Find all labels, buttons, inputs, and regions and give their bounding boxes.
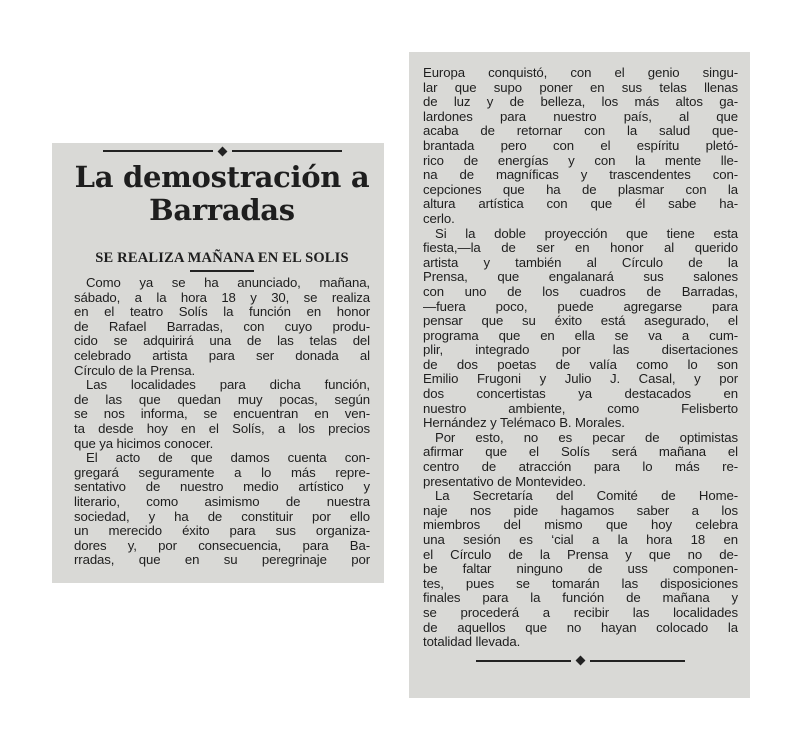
text-line: dores y, por consecuencia, para Ba- <box>74 537 370 553</box>
article-clipping-left <box>52 143 384 583</box>
text-line: de aquellos que no hayan colocado la <box>423 619 738 635</box>
text-line: miembros del mismo que hoy celebra <box>423 517 738 533</box>
ornament-diamond-icon <box>217 146 227 156</box>
text-line: lar que supo poner en sus telas llenas <box>423 79 738 95</box>
text-line: cepciones que ha de plasmar con la <box>423 181 738 197</box>
text-line: rradas, que en su peregrinaje por <box>74 552 370 568</box>
text-line: Europa conquistó, con el genio singu- <box>423 65 738 80</box>
text-line: dos concertistas ya destacados en <box>423 386 738 402</box>
text-line: nuestro ambiente, como Felisberto <box>423 400 738 416</box>
text-line: artista y también al Círculo de la <box>423 254 738 270</box>
text-line: gregará seguramente a lo más repre- <box>74 464 370 480</box>
headline <box>74 161 370 227</box>
text-line: lardones para nuestro país, al que <box>423 108 738 124</box>
text-line: Hernández y Telémaco B. Morales. <box>423 415 625 431</box>
text-line: tes, pues se tomarán las disposiciones <box>423 575 738 591</box>
article-body-right <box>423 66 738 650</box>
text-line: programa que en ella se va a cum- <box>423 327 738 343</box>
text-line: en el teatro Solís la función en honor <box>74 304 370 320</box>
subheadline-rule <box>190 270 254 272</box>
text-line: na de magníficas y trascendentes con- <box>423 167 738 183</box>
text-line: se nos informa, se encuentran en ven- <box>74 406 370 422</box>
text-line: cerlo. <box>423 210 455 226</box>
text-line: fiesta,—la de ser en honor al querido <box>423 240 738 256</box>
text-line: de luz y de belleza, los más altos ga- <box>423 94 738 110</box>
text-line: pensar que su éxito está asegurado, el <box>423 313 738 329</box>
text-line: Prensa, que engalanará sus salones <box>423 269 738 285</box>
text-line: afirmar que el Solís será mañana el <box>423 444 738 460</box>
text-line: de dos poetas de valía como lo son <box>423 356 738 372</box>
text-line: El acto de que damos cuenta con- <box>86 450 370 466</box>
text-line: cido se adquirirá una de las telas del <box>74 333 370 349</box>
text-line: de Rafael Barradas, con cuyo produ- <box>74 318 370 334</box>
text-line: totalidad llevada. <box>423 634 521 650</box>
text-line: presentativo de Montevideo. <box>423 473 586 489</box>
text-line: Emilio Frugoni y Julio J. Casal, y por <box>423 371 738 387</box>
text-line: Como ya se ha anunciado, mañana, <box>86 275 370 290</box>
text-line: finales para la función de mañana y <box>423 590 738 606</box>
text-line: que ya hicimos conocer. <box>74 435 214 451</box>
text-line: plir, integrado por las disertaciones <box>423 342 738 358</box>
text-line: con uno de los cuadros de Barradas, <box>423 283 738 299</box>
text-line: Las localidades para dicha función, <box>86 377 370 393</box>
text-line: Por esto, no es pecar de optimistas <box>435 429 738 445</box>
text-line: Círculo de la Prensa. <box>74 362 196 378</box>
subheadline: SE REALIZA MAÑANA EN EL SOLIS <box>95 250 349 266</box>
text-line: La Secretaría del Comité de Home- <box>435 488 738 504</box>
text-line: se procederá a recibir las localidades <box>423 604 738 620</box>
text-line: de las que quedan muy pocas, según <box>74 391 370 407</box>
top-ornament-rule <box>86 143 358 159</box>
text-line: ta desde hoy en el Solís, a los precios <box>74 420 370 436</box>
text-line: literario, como asimismo de nuestra <box>74 493 370 509</box>
ornament-diamond-icon <box>576 656 586 666</box>
text-line: centro de atracción para lo más re- <box>423 459 738 475</box>
text-line: celebrado artista para ser donada al <box>74 347 370 363</box>
text-line: un merecido éxito para sus organiza- <box>74 523 370 539</box>
article-clipping-right <box>409 52 750 698</box>
headline-line-2: Barradas <box>149 193 295 227</box>
text-line: naje nos pide hagamos saber a los <box>423 502 738 518</box>
text-line: —fuera poco, puede agregarse para <box>423 298 738 314</box>
bottom-ornament-rule <box>423 654 738 668</box>
text-line: rico de energías y con la mente lle- <box>423 152 738 168</box>
text-line: una sesión es ‘cial a la hora 18 en <box>423 532 738 547</box>
text-line: sentativo de nuestro medio artístico y <box>74 479 370 495</box>
text-line: brantada pero con el espíritu pletó- <box>423 137 738 153</box>
text-line: altura artística con que él sabe ha- <box>423 196 738 212</box>
text-line: sociedad, y ha de constituir por ello <box>74 508 370 524</box>
headline-line-1: La demostración a <box>74 160 370 194</box>
text-line: sábado, a la hora 18 y 30, se realiza <box>74 289 370 305</box>
text-line: Si la doble proyección que tiene esta <box>435 225 738 241</box>
text-line: acaba de retornar con la salud que- <box>423 123 738 139</box>
text-line: be faltar ninguno de uss componen- <box>423 561 738 577</box>
article-body-left <box>74 276 370 568</box>
text-line: el Círculo de la Prensa y que no de- <box>423 546 738 562</box>
